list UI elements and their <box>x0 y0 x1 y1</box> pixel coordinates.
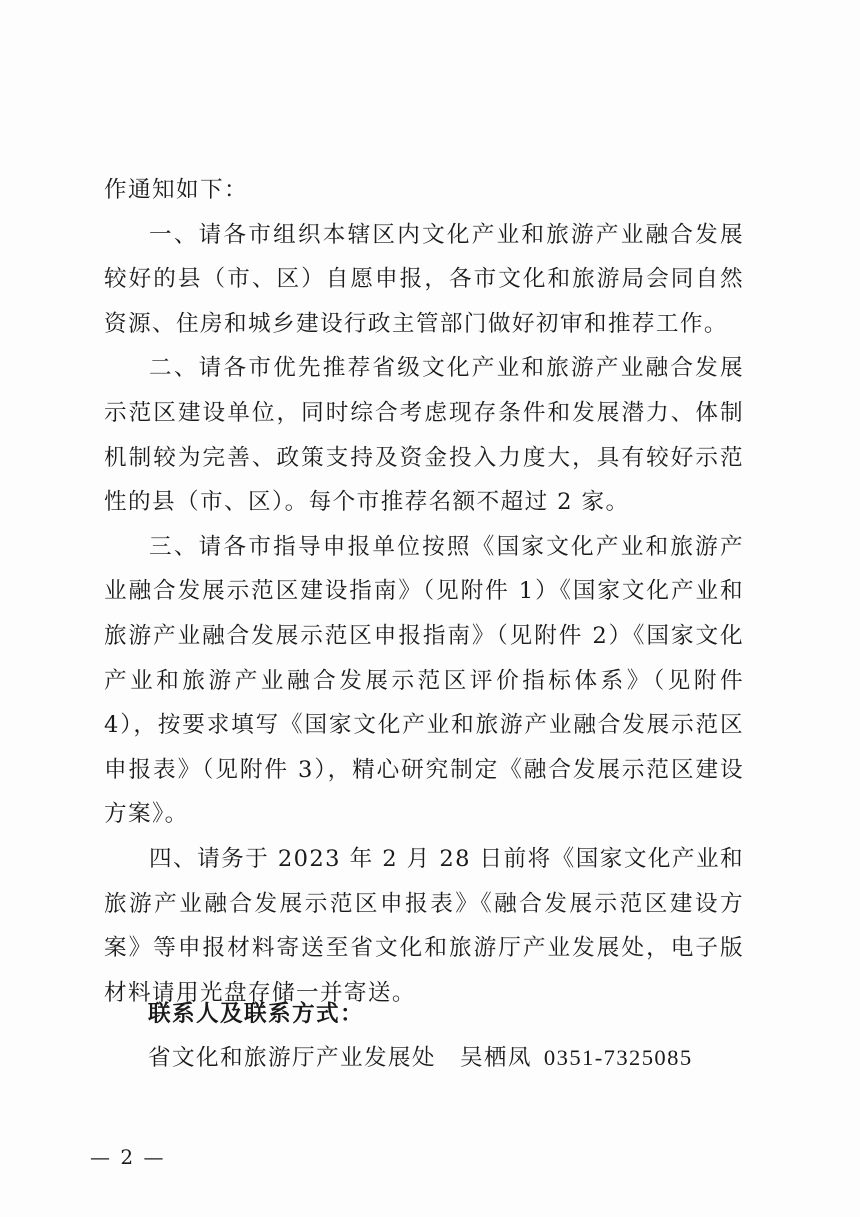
contact-line <box>148 1036 748 1080</box>
contact-department: 省文化和旅游厅产业发展处 <box>148 1045 436 1071</box>
contact-section <box>148 992 748 1080</box>
contact-title: 联系人及联系方式： <box>148 1001 364 1027</box>
paragraph-item-2: 二、请各市优先推荐省级文化产业和旅游产业融合发展示范区建设单位，同时综合考虑现存条件和发展潜力、体制机制较为完善、政策支持及资金投入力度大，具有较好示范性的县（市、区）。每个市推荐名额不超过 2 家。 <box>104 355 744 516</box>
paragraph-item-4: 四、请务于 2023 年 2 月 28 日前将《国家文化产业和旅游产业融合发展示范区申报表》《融合发展示范区建设方案》等申报材料寄送至省文化和旅游厅产业发展处，电子版材料请用光盘存储一并寄送。 <box>104 845 744 1006</box>
paragraph-intro: 作通知如下： <box>104 177 248 203</box>
paragraph-item-3: 三、请各市指导申报单位按照《国家文化产业和旅游产业融合发展示范区建设指南》（见附件 1）《国家文化产业和旅游产业融合发展示范区申报指南》（见附件 2）《国家文化产业和旅游产业融合发展示范区评价指标体系》（见附件 4），按要求填写《国家文化产业和旅游产业融合发展示范区申报表》（见附件 3），精心研究制定《融合发展示范区建设方案》。 <box>104 533 744 828</box>
page-number: — 2 — <box>90 1145 166 1169</box>
paragraph-item-1: 一、请各市组织本辖区内文化产业和旅游产业融合发展较好的县（市、区）自愿申报，各市文化和旅游局会同自然资源、住房和城乡建设行政主管部门做好初审和推荐工作。 <box>104 221 744 337</box>
contact-person: 吴栖凤 <box>459 1045 532 1071</box>
contact-phone: 0351-7325085 <box>543 1045 693 1070</box>
document-body <box>104 168 744 1015</box>
